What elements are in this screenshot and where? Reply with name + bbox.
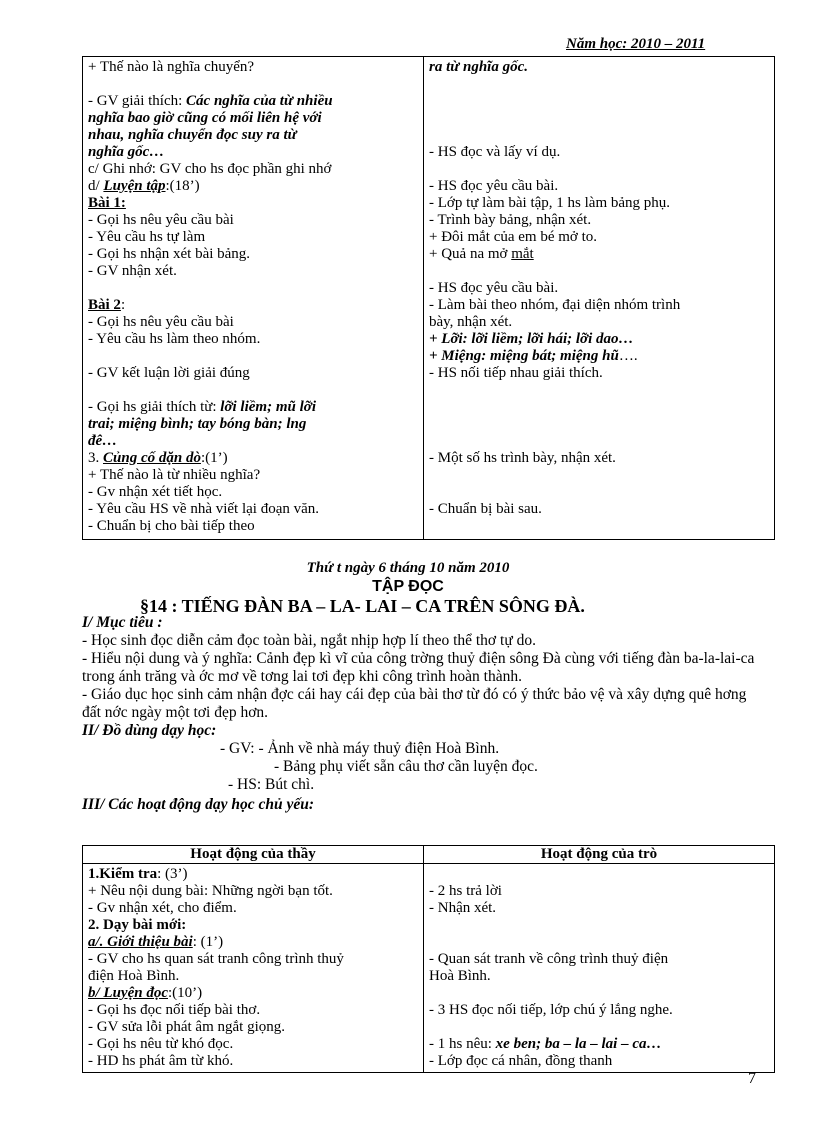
text-line [429, 968, 769, 985]
spacer [88, 348, 418, 365]
text-line [429, 178, 769, 195]
spacer [429, 263, 769, 280]
text-run: - Làm bài theo nhóm, đại diện nhóm trình [429, 297, 681, 313]
text-run: - Gọi hs đọc nối tiếp bài thơ. [88, 1002, 261, 1018]
text-run: 2. Dạy bài mới: [88, 917, 187, 933]
text-run: - Chuẩn bị bài sau. [429, 501, 542, 517]
text-line [88, 900, 418, 917]
text-line [88, 968, 418, 985]
text-run: + Thế nào là nghĩa chuyển? [88, 59, 255, 75]
text-run: - GV sửa lỗi phát âm ngắt giọng. [88, 1019, 285, 1035]
text-run: - 2 hs trả lời [429, 883, 502, 899]
text-run: - 1 hs nêu: [429, 1036, 496, 1052]
text-line [88, 934, 418, 951]
text-run: - Yêu cầu HS về nhà viết lại đoạn văn. [88, 501, 320, 517]
text-line [88, 1019, 418, 1036]
year-header: Năm học: 2010 – 2011 [566, 36, 706, 52]
spacer [429, 433, 769, 450]
text-run: lỡi liềm; mũ lỡi [220, 399, 316, 415]
text-line [88, 450, 418, 467]
text-line [429, 883, 769, 900]
text-line [429, 331, 769, 348]
text-line [88, 518, 418, 535]
spacer [88, 382, 418, 399]
text-line [88, 866, 418, 883]
text-run: - HS nối tiếp nhau giải thích. [429, 365, 603, 381]
spacer [88, 280, 418, 297]
student-column [424, 57, 775, 540]
spacer [429, 934, 769, 951]
spacer [429, 399, 769, 416]
activity-table-top [82, 56, 775, 540]
lesson-title: §14 : TIẾNG ĐÀN BA – LA- LAI – CA TRÊN SÔNG ĐÀ. [140, 596, 585, 616]
objective-1: - Học sinh đọc diễn cảm đọc toàn bài, ngắt nhịp hợp lí theo thể thơ tự do. [82, 632, 536, 649]
text-run: + Đôi mắt của em bé mở to. [429, 229, 598, 245]
text-run: - GV cho hs quan sát tranh công trình thuỷ [88, 951, 344, 967]
text-line [88, 178, 418, 195]
text-run: :(10’) [168, 985, 203, 1001]
text-run: điện Hoà Bình. [88, 968, 180, 984]
spacer [429, 866, 769, 883]
text-line [429, 900, 769, 917]
text-run: ra từ nghĩa gốc. [429, 59, 529, 75]
text-run: Luyện tập [103, 178, 166, 194]
text-run: - Gọi hs nêu yêu cầu bài [88, 314, 234, 330]
text-line [429, 1036, 769, 1053]
text-line [88, 297, 418, 314]
text-run: a/. Giới thiệu bài [88, 934, 193, 950]
text-run: + Thế nào là từ nhiều nghĩa? [88, 467, 261, 483]
text-run: - HS đọc yêu cầu bài. [429, 280, 559, 296]
text-line [429, 280, 769, 297]
col-header-teacher: Hoạt động của thầy [83, 846, 424, 864]
text-run: - Chuẩn bị cho bài tiếp theo [88, 518, 255, 534]
text-line [429, 195, 769, 212]
text-run: 1.Kiểm tra [88, 866, 158, 882]
text-line [88, 399, 418, 416]
spacer [429, 416, 769, 433]
text-line [88, 144, 418, 161]
text-run: + Miệng: miệng bát; miệng hũ [429, 348, 619, 364]
text-run: - Yêu cầu hs làm theo nhóm. [88, 331, 261, 347]
text-run: nghĩa bao giờ cũng có mối liên hệ với [88, 110, 322, 126]
text-line [88, 883, 418, 900]
text-line [429, 348, 769, 365]
text-run: - Lớp tự làm bài tập, 1 hs làm bảng phụ. [429, 195, 671, 211]
text-run: - Gv nhận xét, cho điểm. [88, 900, 237, 916]
text-line [429, 212, 769, 229]
text-run: xe ben; ba – la – lai – ca… [495, 1036, 662, 1052]
text-run: Bài 1: [88, 195, 126, 211]
text-line [429, 365, 769, 382]
text-line [88, 985, 418, 1002]
text-line [88, 59, 418, 76]
objective-3: - Giáo dục học sinh cảm nhận đợc cái hay cái đẹp của bài thơ từ đó có ý thức bảo vệ và xây dựng quê hơng đất nớc ngày một tơi đẹp hơn. [82, 686, 747, 721]
text-line [88, 110, 418, 127]
text-run: - HS đọc và lấy ví dụ. [429, 144, 561, 160]
objectives-heading: I/ Mục tiêu : [82, 614, 163, 631]
text-line [88, 229, 418, 246]
activity-table-bottom [82, 845, 775, 1073]
text-run: - Gv nhận xét tiết học. [88, 484, 223, 500]
text-run: : [120, 297, 126, 313]
text-run: đê… [88, 433, 118, 449]
spacer [429, 1019, 769, 1036]
text-run: - HD hs phát âm từ khó. [88, 1053, 234, 1069]
text-line [88, 246, 418, 263]
spacer [429, 76, 769, 93]
activities-heading: III/ Các hoạt động dạy học chủ yếu: [82, 796, 315, 813]
page-number: 7 [748, 1070, 756, 1087]
text-run: - Nhận xét. [429, 900, 497, 916]
text-line [88, 127, 418, 144]
text-line [429, 951, 769, 968]
text-run: : (1’) [192, 934, 224, 950]
material-hs: - HS: Bút chì. [228, 776, 315, 793]
text-run: nghĩa gốc… [88, 144, 165, 160]
text-line [88, 416, 418, 433]
objectives-section [82, 614, 762, 814]
text-run: bày, nhận xét. [429, 314, 513, 330]
text-run: :(18’) [165, 178, 200, 194]
text-run: …. [618, 348, 638, 364]
text-run: trai; miệng bình; tay bóng bàn; lng [88, 416, 307, 432]
spacer [429, 917, 769, 934]
date-line: Thứ t ngày 6 tháng 10 năm 2010 [306, 560, 510, 576]
text-run: c/ Ghi nhớ: GV cho hs đọc phần ghi nhớ [88, 161, 332, 177]
text-line [88, 951, 418, 968]
materials-heading: II/ Đồ dùng dạy học: [82, 722, 217, 739]
col-header-student: Hoạt động của trò [424, 846, 775, 864]
text-run: - Gọi hs giải thích từ: [88, 399, 221, 415]
spacer [429, 484, 769, 501]
text-run: - HS đọc yêu cầu bài. [429, 178, 559, 194]
text-line [88, 484, 418, 501]
teacher-column [83, 57, 424, 540]
text-run: + Nêu nội dung bài: Những ngời bạn tốt. [88, 883, 333, 899]
text-run: Các nghĩa của từ nhiều [186, 93, 333, 109]
text-run: - Gọi hs nêu từ khó đọc. [88, 1036, 234, 1052]
text-run: - GV giải thích: [88, 93, 187, 109]
text-line [429, 501, 769, 518]
text-line [88, 93, 418, 110]
text-run: - Gọi hs nêu yêu cầu bài [88, 212, 234, 228]
text-run: Bài 2 [88, 297, 121, 313]
material-gv: - GV: - Ảnh về nhà máy thuỷ điện Hoà Bình. [220, 740, 500, 757]
text-run: 3. [88, 450, 103, 466]
spacer [429, 161, 769, 178]
text-run: b/ Luyện đọc [88, 985, 168, 1001]
student-column [424, 864, 775, 1073]
text-line [429, 450, 769, 467]
text-line [429, 246, 769, 263]
text-line [88, 161, 418, 178]
text-run: - GV kết luận lời giải đúng [88, 365, 250, 381]
spacer [429, 382, 769, 399]
text-line [88, 195, 418, 212]
text-line [429, 229, 769, 246]
text-line [88, 433, 418, 450]
text-line [429, 144, 769, 161]
text-line [88, 917, 418, 934]
text-line [88, 467, 418, 484]
subject-title: TẬP ĐỌC [372, 578, 444, 595]
text-run: - Yêu cầu hs tự làm [88, 229, 206, 245]
text-run: - GV nhận xét. [88, 263, 177, 279]
spacer [429, 93, 769, 110]
text-run: mắt [511, 246, 534, 262]
text-run: - Lớp đọc cá nhân, đồng thanh [429, 1053, 613, 1069]
spacer [429, 110, 769, 127]
text-line [88, 263, 418, 280]
spacer [429, 985, 769, 1002]
text-line [88, 1002, 418, 1019]
text-run: - Trình bày bảng, nhận xét. [429, 212, 592, 228]
text-run: :(1’) [200, 450, 228, 466]
objective-2: - Hiểu nội dung và ý nghĩa: Cảnh đẹp kì vĩ của công trờng thuỷ điện sông Đà cùng với tiếng đàn ba-la-lai-ca trong ánh trăng và ớc mơ về tơng lai tơi đẹp khi công trình hoàn thành. [82, 650, 755, 685]
text-run: : (3’) [157, 866, 188, 882]
text-line [88, 1036, 418, 1053]
text-line [429, 59, 769, 76]
spacer [88, 76, 418, 93]
text-line [88, 314, 418, 331]
text-line [88, 365, 418, 382]
text-run: + Lỡi: lỡi liềm; lỡi hái; lỡi dao… [429, 331, 634, 347]
text-line [429, 1002, 769, 1019]
text-run: d/ [88, 178, 104, 194]
text-line [88, 501, 418, 518]
text-run: nhau, nghĩa chuyển đọc suy ra từ [88, 127, 297, 143]
text-line [88, 1053, 418, 1070]
text-line [429, 1053, 769, 1070]
teacher-column [83, 864, 424, 1073]
spacer [429, 127, 769, 144]
spacer [429, 467, 769, 484]
text-line [429, 314, 769, 331]
text-run: Củng cố dặn dò [103, 450, 201, 466]
text-run: - Một số hs trình bày, nhận xét. [429, 450, 616, 466]
text-run: Hoà Bình. [429, 968, 491, 984]
text-line [88, 331, 418, 348]
text-run: + Quả na mở [429, 246, 512, 262]
text-run: - 3 HS đọc nối tiếp, lớp chú ý lắng nghe. [429, 1002, 673, 1018]
text-line [429, 297, 769, 314]
material-board: - Bảng phụ viết sẵn câu thơ cần luyện đọc. [274, 758, 538, 775]
text-run: - Quan sát tranh về công trình thuỷ điện [429, 951, 669, 967]
text-run: - Gọi hs nhận xét bài bảng. [88, 246, 251, 262]
text-line [88, 212, 418, 229]
